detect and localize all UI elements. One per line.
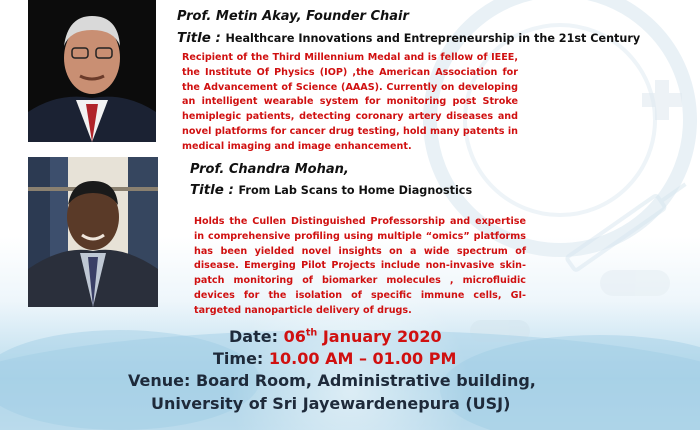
date-label: Date: <box>229 327 278 346</box>
time-label: Time: <box>213 349 264 368</box>
speaker-2-bio: Holds the Cullen Distinguished Professorship and expertise in comprehensive profiling using multiple “omics” platforms has been yielded novel insights on a wide spectrum of disease. Emerging Pilot Projects include non-invasive skin-patch monitoring of biomarker molecules , microfluidic devices for the isolation of specific immune cells, GI-targeted nanoparticle delivery of drugs. <box>194 216 526 316</box>
event-venue-line-1: Venue: Board Room, Administrative building, <box>128 371 536 390</box>
speaker-1-title-label: Title : <box>177 31 221 46</box>
speaker-1-bio: Recipient of the Third Millennium Medal and is fellow of IEEE, the Institute Of Physics (IOP) ,the American Association for the Advancement of Science (AAAS). Currently on developing an intelligent wearable system for monitoring post Stroke hemiplegic patients, detecting coronary artery diseases and novel platforms for cancer drug testing, hold many patents in medical imaging and image enhancement. <box>182 52 518 152</box>
date-day: 06 <box>283 327 306 346</box>
speaker-1-photo <box>28 0 156 142</box>
date-suffix: th <box>305 327 318 339</box>
event-time <box>213 349 456 368</box>
event-date <box>229 327 442 346</box>
time-value: 10.00 AM – 01.00 PM <box>268 349 457 368</box>
speaker-2-title <box>190 183 472 198</box>
speaker-2-title-text: From Lab Scans to Home Diagnostics <box>238 184 473 197</box>
date-rest: January 2020 <box>322 327 442 346</box>
speaker-2-title-label: Title : <box>190 183 234 198</box>
speaker-2-photo <box>28 157 158 307</box>
speaker-1-title-text: Healthcare Innovations and Entrepreneurship in the 21st Century <box>225 32 641 45</box>
speaker-2-name: Prof. Chandra Mohan, <box>190 162 349 177</box>
speaker-1-title <box>177 31 640 46</box>
event-venue-line-2: University of Sri Jayewardenepura (USJ) <box>151 394 511 413</box>
speaker-1-name: Prof. Metin Akay, Founder Chair <box>177 9 409 24</box>
date-value <box>284 327 442 346</box>
